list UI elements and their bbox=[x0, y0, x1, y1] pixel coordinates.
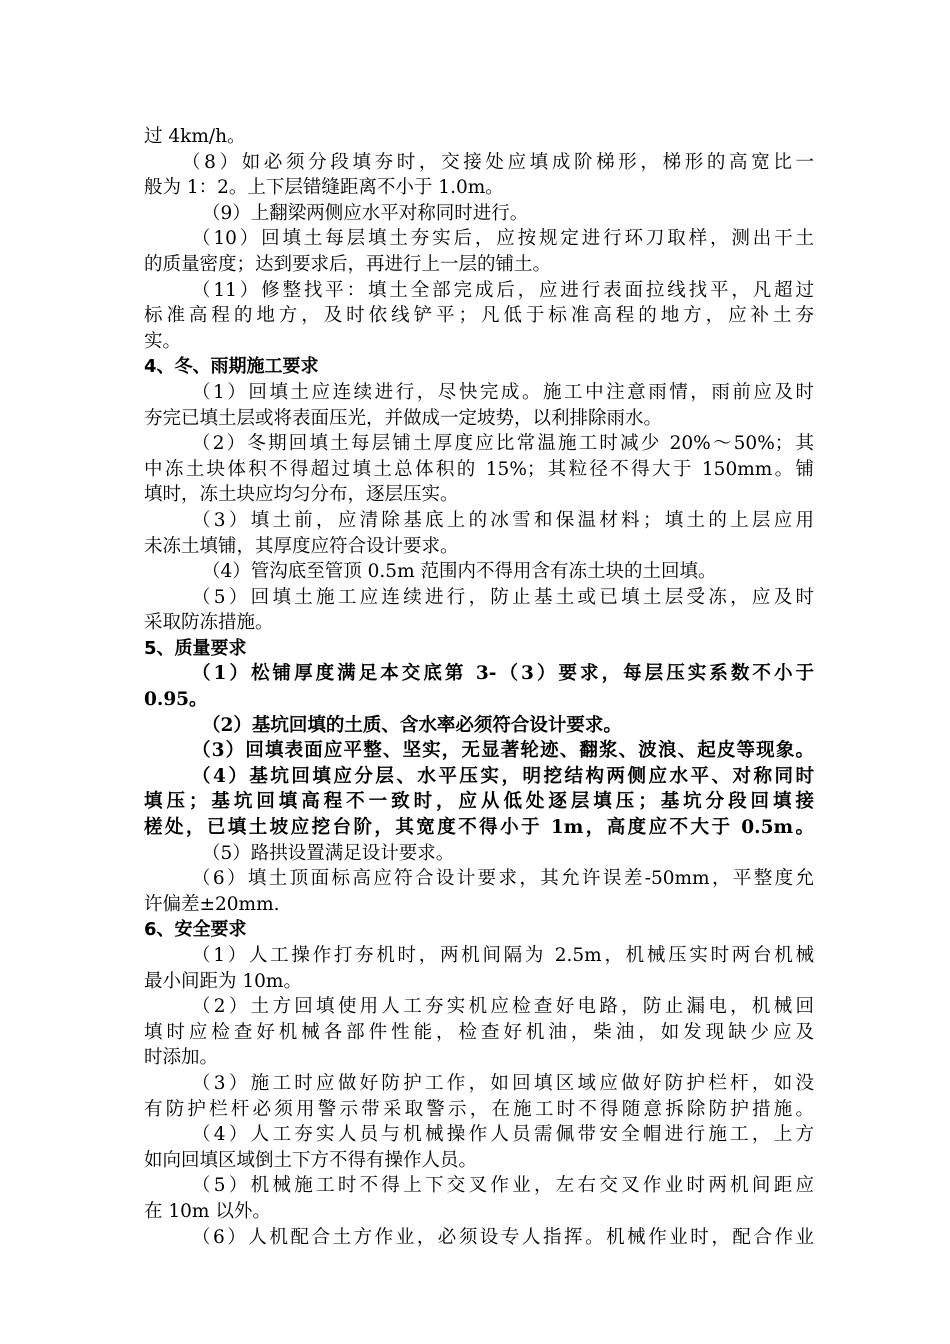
text-line: 有防护栏杆必须用警示带采取警示，在施工时不得随意拆除防护措施。 bbox=[144, 1098, 814, 1120]
text-line: （9）上翻梁两侧应水平对称同时进行。 bbox=[202, 202, 529, 224]
text-line: 许偏差±20mm. bbox=[144, 893, 280, 915]
text-line: 般为 1：2。上下层错缝距离不小于 1.0m。 bbox=[144, 177, 504, 199]
text-line: 时添加。 bbox=[144, 1047, 219, 1069]
text-line: 夯完已填土层或将表面压光，并做成一定坡势，以利排除雨水。 bbox=[144, 407, 663, 429]
text-line: （1）人工操作打夯机时，两机间隔为 2.5m，机械压实时两台机械 bbox=[192, 945, 814, 966]
text-line: （8）如必须分段填夯时，交接处应填成阶梯形，梯形的高宽比一 bbox=[182, 151, 814, 173]
text-line: 0.95。 bbox=[144, 689, 208, 711]
text-line: （4）人工夯实人员与机械操作人员需佩带安全帽进行施工，上方 bbox=[192, 1124, 814, 1146]
text-line: （5）回填土施工应连续进行，防止基土或已填土层受冻，应及时 bbox=[192, 586, 814, 608]
text-line: （3）填土前，应清除基底上的冰雪和保温材料；填土的上层应用 bbox=[192, 509, 814, 531]
section-heading: 5、质量要求 bbox=[144, 637, 247, 659]
text-line: 中冻土块体积不得超过填土总体积的 15%；其粒径不得大于 150mm。铺 bbox=[144, 458, 814, 480]
text-line: 填时应检查好机械各部件性能，检查好机油，柴油，如发现缺少应及 bbox=[144, 1021, 814, 1043]
text-line: （6）人机配合土方作业，必须设专人指挥。机械作业时，配合作业 bbox=[192, 1226, 814, 1248]
text-line: （1）松铺厚度满足本交底第 3-（3）要求，每层压实系数不小于 bbox=[192, 663, 814, 685]
text-line: 实。 bbox=[144, 330, 182, 352]
text-line: 采取防冻措施。 bbox=[144, 612, 274, 634]
text-line: 标准高程的地方，及时依线铲平；凡低于标准高程的地方，应补土夯 bbox=[144, 305, 814, 327]
text-line: （10）回填土每层填土夯实后，应按规定进行环刀取样，测出干土 bbox=[192, 228, 814, 250]
text-line: 填压；基坑回填高程不一致时，应从低处逐层填压；基坑分段回填接 bbox=[144, 791, 814, 813]
text-line: 在 10m 以外。 bbox=[144, 1200, 271, 1222]
text-line: 过 4km/h。 bbox=[144, 126, 246, 147]
text-line: 最小间距为 10m。 bbox=[144, 970, 302, 992]
text-line: 槎处，已填土坡应挖台阶，其宽度不得小于 1m，高度应不大于 0.5m。 bbox=[144, 817, 814, 839]
text-line: （4）管沟底至管顶 0.5m 范围内不得用含有冻土块的土回填。 bbox=[202, 561, 717, 583]
text-line: （4）基坑回填应分层、水平压实，明挖结构两侧应水平、对称同时 bbox=[192, 765, 814, 787]
text-line: （3）回填表面应平整、坚实，无显著轮迹、翻浆、波浪、起皮等现象。 bbox=[192, 740, 814, 762]
text-line: 的质量密度；达到要求后，再进行上一层的铺土。 bbox=[144, 253, 552, 275]
text-line: （6）填土顶面标高应符合设计要求，其允许误差-50mm，平整度允 bbox=[192, 868, 814, 890]
text-line: 未冻土填铺，其厚度应符合设计要求。 bbox=[144, 535, 459, 557]
text-line: （11）修整找平：填土全部完成后，应进行表面拉线找平，凡超过 bbox=[192, 279, 814, 301]
text-line: （5）路拱设置满足设计要求。 bbox=[202, 842, 455, 864]
section-heading: 6、安全要求 bbox=[144, 919, 247, 941]
document-page bbox=[144, 124, 814, 1250]
text-line: （3）施工时应做好防护工作，如回填区域应做好防护栏杆，如没 bbox=[192, 1072, 814, 1094]
section-heading: 4、冬、雨期施工要求 bbox=[144, 356, 319, 378]
text-line: 如向回填区域倒土下方不得有操作人员。 bbox=[144, 1149, 478, 1171]
text-line: （1）回填土应连续进行，尽快完成。施工中注意雨情，雨前应及时 bbox=[192, 381, 814, 403]
text-line: （2）基坑回填的土质、含水率必须符合设计要求。 bbox=[202, 714, 622, 736]
text-line: 填时，冻土块应均匀分布，逐层压实。 bbox=[144, 484, 459, 506]
text-line: （2）土方回填使用人工夯实机应检查好电路，防止漏电，机械回 bbox=[192, 996, 814, 1018]
text-line: （2）冬期回填土每层铺土厚度应比常温施工时减少 20%～50%；其 bbox=[192, 433, 814, 455]
text-line: （5）机械施工时不得上下交叉作业，左右交叉作业时两机间距应 bbox=[192, 1175, 814, 1197]
